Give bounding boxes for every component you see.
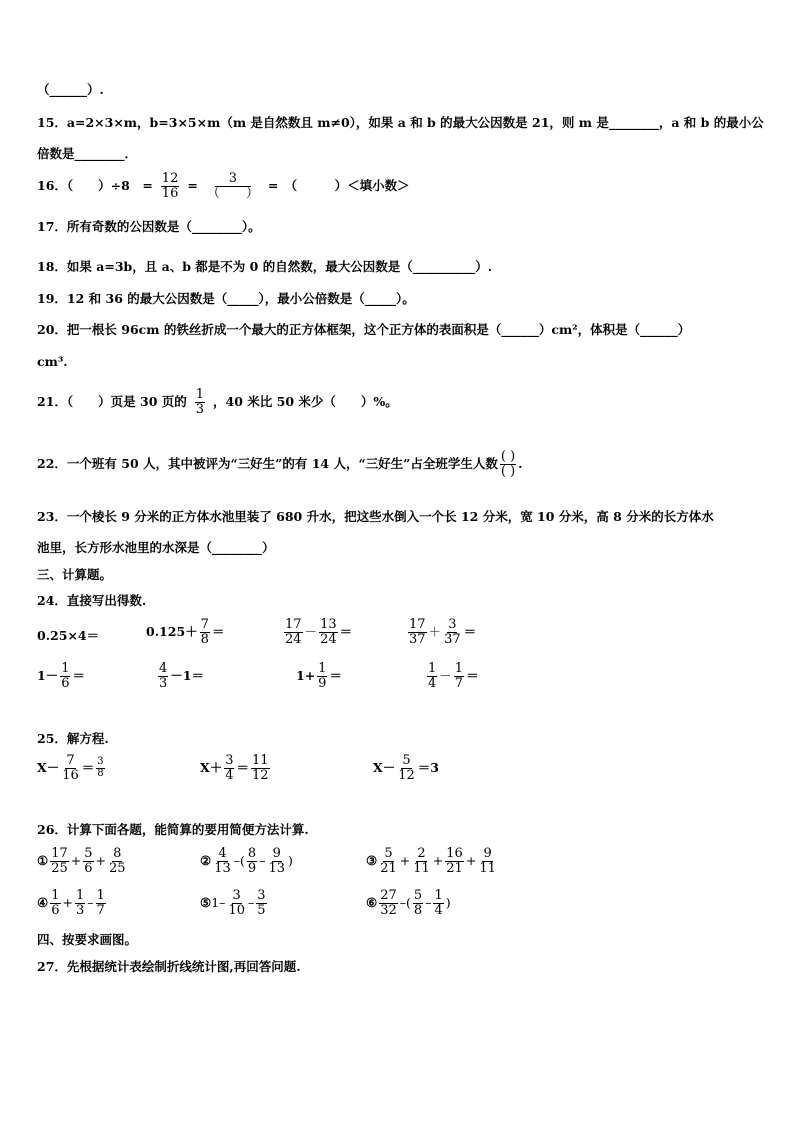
q24-item-f: 4 3 －1＝ [159, 661, 204, 691]
q24-item-d: 17 37 ＋ 3 37 ＝ [409, 617, 477, 647]
q16-fraction-2: 3 （ ） [206, 171, 259, 201]
q22-fraction: ( ) ( ) [500, 449, 516, 479]
q24-item-e: 1－ 1 6 ＝ [37, 661, 85, 691]
q21-prefix: 21．（ ）页是 30 页的 [37, 394, 187, 410]
q21 [37, 388, 398, 416]
q16-fraction-1: $\frac{12}{16}$ [161, 171, 179, 201]
q24-item-h: 1 4 － 1 7 ＝ [428, 661, 479, 691]
q26-expr-5: ⑤ 1– 3 10 – 3 5 [200, 888, 266, 918]
q24-item-c: 17 24 － 13 24 ＝ [285, 617, 353, 647]
q24-item-b: 0.125＋ 7 8 ＝ [146, 617, 225, 647]
q26-title: 26．计算下面各题，能简算的要用简便方法计算. [37, 822, 309, 837]
q26-expr-1: ① 17 25 + $\frac{5}{6}$ + $\frac{8}{25}$ [37, 846, 126, 876]
section-4-heading: 四、按要求画图。 [37, 932, 138, 947]
q22-text: 22．一个班有 50 人，其中被评为“三好生”的有 14 人，“三好生”占全班学生人数 [37, 456, 498, 472]
q26-expr-4: ④ 1 6 + $\frac{1}{3}$ – 1 7 [37, 888, 105, 918]
q20-line1: 20．把一根长 96cm 的铁丝折成一个最大的正方体框架，这个正方体的表面积是（______）cm²，体积是（______） [37, 322, 691, 337]
q16-eq: = [187, 178, 198, 194]
q23-line1: 23．一个棱长 9 分米的正方体水池里装了 680 升水，把这些水倒入一个长 12 分米，宽 10 分米，高 8 分米的长方体水 [37, 509, 714, 524]
q22-end: . [518, 456, 523, 472]
q27: 27．先根据统计表绘制折线统计图,再回答问题. [37, 959, 301, 974]
q21-tail: ，40 米比 50 米少（ ）%。 [213, 394, 398, 410]
q17: 17．所有奇数的公因数是（________）。 [37, 219, 261, 234]
q15-line2: 倍数是________． [37, 146, 138, 161]
q25-eq-b: X＋ 3 4 ＝ 11 12 [200, 753, 269, 783]
q16-tail: = （ ）＜填小数＞ [267, 178, 410, 194]
q25-eq-c: X－ 5 12 ＝3 [373, 753, 439, 783]
q22 [37, 450, 523, 478]
q25-title: 25．解方程. [37, 731, 109, 746]
q25-eq-a: X－ 7 16 ＝ 3 8 [37, 753, 104, 783]
q14-answer-blank: （______）. [37, 82, 104, 97]
q18: 18．如果 a=3b，且 a、b 都是不为 0 的自然数，最大公因数是（__________）. [37, 259, 493, 274]
section-3-heading: 三、计算题。 [37, 567, 113, 582]
q16 [37, 172, 410, 200]
q19: 19．12 和 36 的最大公因数是（_____），最小公倍数是（_____）。 [37, 291, 415, 306]
q20-line2: cm³. [37, 354, 68, 369]
q23-line2: 池里，长方形水池里的水深是（________） [37, 540, 275, 555]
q26-expr-2: ② 4 13 –( 8 9 – 9 13 ) [200, 846, 293, 876]
q24-title: 24．直接写出得数. [37, 593, 147, 608]
q24-item-g: 1+ $\frac{1}{9}$ ＝ [296, 661, 342, 691]
q16-prefix: 16．（ ）÷8 = [37, 178, 153, 194]
q26-expr-3: ③ 5 21 + $\frac{2}{11}$ + $\frac{16}{21}$ + $\frac{9}{11}$ [366, 846, 496, 876]
q26-expr-6: ⑥ 27 32 –( 5 8 – 1 4 ) [366, 888, 451, 918]
q15-line1: 15．a=2×3×m，b=3×5×m（m 是自然数且 m≠0），如果 a 和 b 的最大公因数是 21，则 m 是________，a 和 b 的最小公 [37, 115, 764, 130]
q24-item-a: 0.25×4＝ [37, 628, 100, 643]
q21-fraction: 1 3 [195, 387, 205, 417]
